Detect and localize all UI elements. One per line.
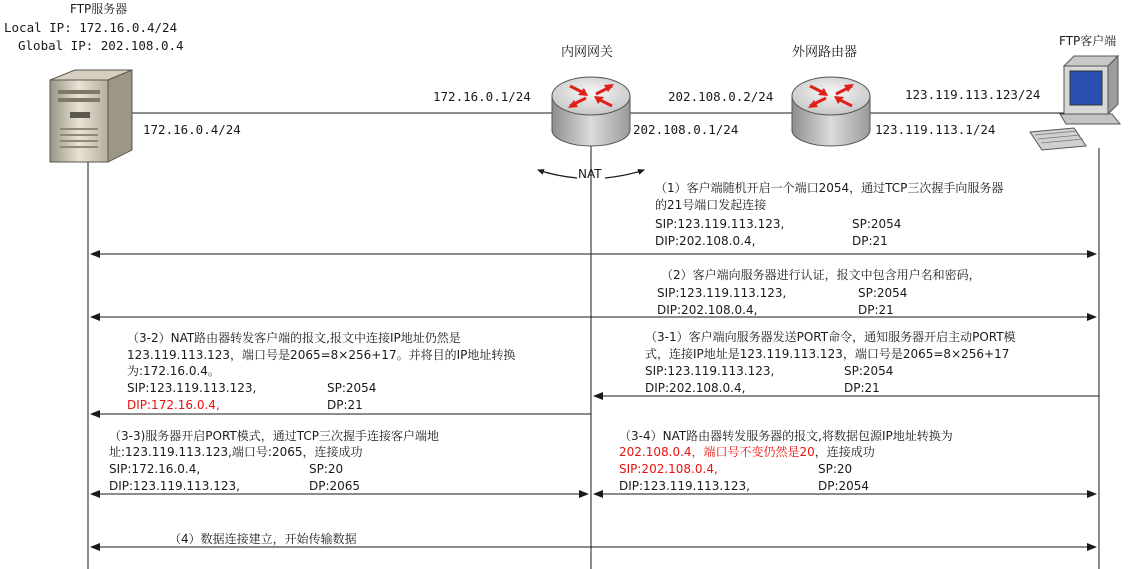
- client-ip: 123.119.113.123/24: [905, 87, 1041, 102]
- server-global-ip: Global IP: 202.108.0.4: [18, 38, 184, 53]
- server-tower-icon: [50, 70, 132, 162]
- step3-3-dp: DP:2065: [309, 479, 361, 493]
- gateway-inside-ip: 172.16.0.1/24: [433, 89, 531, 104]
- server-title: FTP服务器: [70, 2, 128, 16]
- step3-1-dip: DIP:202.108.0.4,: [645, 381, 746, 395]
- step2-sp: SP:2054: [858, 286, 908, 300]
- step3-3-desc-line1: （3-3)服务器开启PORT模式，通过TCP三次握手连接客户端地: [109, 429, 440, 443]
- step3-3-sp: SP:20: [309, 462, 344, 476]
- step3-2-sp: SP:2054: [327, 381, 377, 395]
- step3-1-dp: DP:21: [844, 381, 880, 395]
- step1-sp: SP:2054: [852, 217, 902, 231]
- step3-1-desc-line1: （3-1）客户端向服务器发送PORT命令，通知服务器开启主动PORT模: [645, 330, 1016, 344]
- router-title: 外网路由器: [792, 45, 858, 60]
- router-left-ip: 202.108.0.2/24: [668, 89, 774, 104]
- step2-dip: DIP:202.108.0.4,: [657, 303, 758, 317]
- step2-sip: SIP:123.119.113.123,: [657, 286, 787, 300]
- step1-dip: DIP:202.108.0.4,: [655, 234, 756, 248]
- nat-arrow-left: [538, 170, 577, 178]
- step3-4-sip: SIP:202.108.0.4,: [619, 462, 718, 476]
- step2-desc-line1: （2）客户端向服务器进行认证，报文中包含用户名和密码，: [661, 268, 981, 282]
- step3-4-desc-line2: [619, 445, 875, 460]
- server-iface-ip: 172.16.0.4/24: [143, 122, 241, 137]
- client-title: FTP客户端: [1059, 34, 1117, 48]
- step1-desc-line1: （1）客户端随机开启一个端口2054，通过TCP三次握手向服务器: [655, 181, 1004, 195]
- step3-4-dp: DP:2054: [818, 479, 870, 493]
- step3-3-sip: SIP:172.16.0.4,: [109, 462, 201, 476]
- step3-2-desc-line3: 为:172.16.0.4。: [127, 364, 220, 378]
- step3-1-desc-line2: 式，连接IP地址是123.119.113.123，端口号是2065=8×256+17: [645, 347, 1010, 361]
- step3-2-dp: DP:21: [327, 398, 363, 412]
- step3-4-sp: SP:20: [818, 462, 853, 476]
- step3-1-sip: SIP:123.119.113.123,: [645, 364, 775, 378]
- external-router-icon: [792, 77, 870, 146]
- step3-4-desc-line2-red: 202.108.0.4，端口号不变仍然是20: [619, 445, 815, 459]
- router-right-ip: 123.119.113.1/24: [875, 122, 996, 137]
- step3-3-dip: DIP:123.119.113.123,: [109, 479, 240, 493]
- step3-4-desc-line2-rest: ，连接成功: [814, 445, 875, 459]
- server-local-ip: Local IP: 172.16.0.4/24: [4, 20, 178, 35]
- step4-desc: （4）数据连接建立，开始传输数据: [169, 532, 357, 546]
- nat-arrow-right: [605, 170, 644, 178]
- step3-1-sp: SP:2054: [844, 364, 894, 378]
- nat-label: NAT: [578, 167, 602, 181]
- step3-2-dip: DIP:172.16.0.4,: [127, 398, 220, 412]
- step3-2-desc-line1: （3-2）NAT路由器转发客户端的报文,报文中连接IP地址仍然是: [127, 331, 461, 345]
- gateway-title: 内网网关: [561, 45, 614, 60]
- step1-desc-line2: 的21号端口发起连接: [655, 198, 767, 212]
- client-computer-icon: [1030, 56, 1120, 150]
- step2-dp: DP:21: [858, 303, 894, 317]
- step1-dp: DP:21: [852, 234, 888, 248]
- step3-3-desc-line2: 址:123.119.113.123,端口号:2065，连接成功: [109, 445, 363, 459]
- step3-2-sip: SIP:123.119.113.123,: [127, 381, 257, 395]
- step1-sip: SIP:123.119.113.123,: [655, 217, 785, 231]
- gateway-outside-ip: 202.108.0.1/24: [633, 122, 739, 137]
- step3-4-desc-line1: （3-4）NAT路由器转发服务器的报文,将数据包源IP地址转换为: [619, 429, 953, 443]
- gateway-router-icon: [552, 77, 630, 146]
- step3-4-dip: DIP:123.119.113.123,: [619, 479, 750, 493]
- step3-2-desc-line2: 123.119.113.123，端口号是2065=8×256+17。并将目的IP地址转换: [127, 348, 516, 362]
